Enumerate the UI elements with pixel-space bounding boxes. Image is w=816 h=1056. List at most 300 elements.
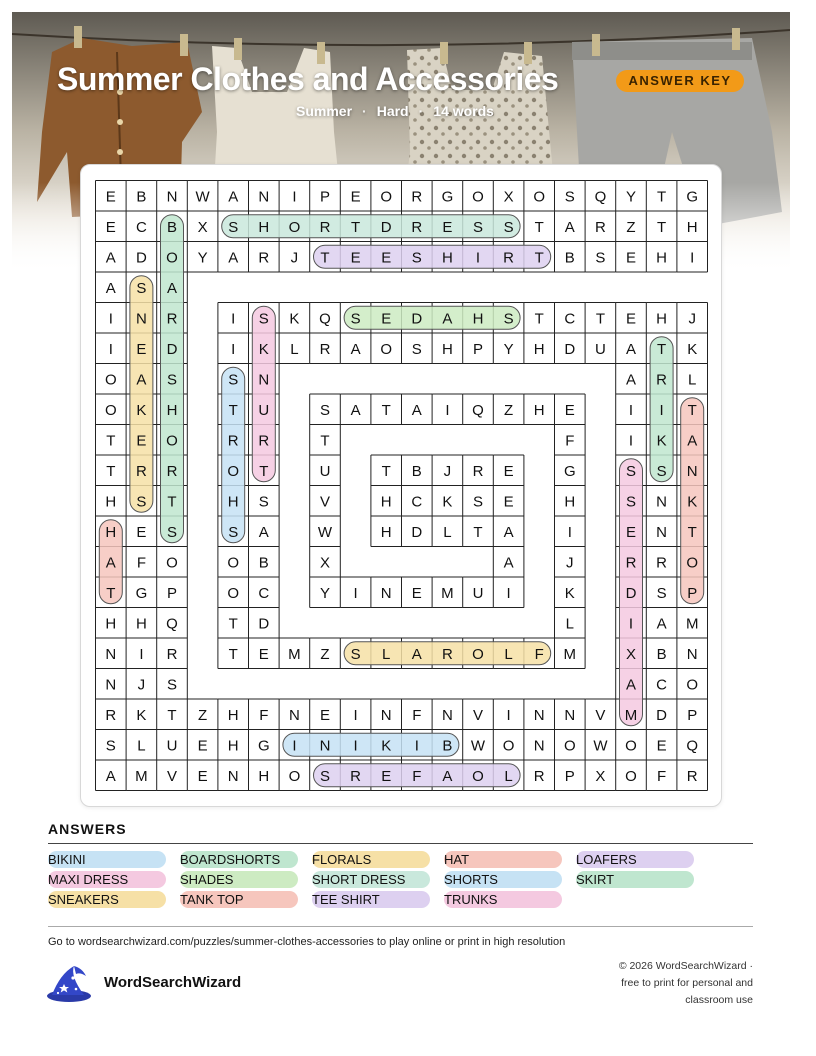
answer-word: FLORALS	[312, 851, 430, 868]
grid-letter: G	[441, 188, 454, 206]
grid-letter: W	[195, 188, 210, 206]
grid-letter: H	[533, 340, 545, 358]
grid-letter: F	[657, 767, 667, 785]
answer-word: TANK TOP	[180, 891, 298, 908]
grid-letter: H	[105, 615, 117, 633]
grid-letter: E	[350, 188, 361, 206]
grid-letter: H	[258, 767, 270, 785]
grid-letter: K	[687, 493, 698, 511]
grid-letter: Q	[319, 310, 331, 328]
grid-letter: H	[472, 310, 484, 328]
highlight-trunks	[252, 306, 275, 482]
grid-letter: R	[411, 188, 423, 206]
answers-list	[48, 851, 753, 915]
grid-letter: A	[105, 249, 116, 267]
grid-letter: I	[690, 249, 695, 267]
grid-letter: N	[166, 188, 178, 206]
grid-letter: I	[353, 584, 358, 602]
grid-letter: R	[441, 645, 453, 663]
answer-word: MAXI DRESS	[48, 871, 166, 888]
answer-key-badge: ANSWER KEY	[616, 70, 744, 92]
grid-letter: R	[135, 462, 147, 480]
grid-letter: S	[595, 249, 606, 267]
highlight-shades	[344, 306, 520, 329]
grid-letter: V	[166, 767, 178, 785]
grid-letter: O	[227, 584, 240, 602]
grid-letter: D	[166, 340, 178, 358]
grid-letter: V	[472, 706, 484, 724]
answer-word: LOAFERS	[576, 851, 694, 868]
grid-letter: R	[166, 310, 178, 328]
grid-letter: W	[317, 523, 333, 541]
grid-letter: S	[136, 493, 147, 511]
grid-letter: A	[411, 401, 422, 419]
grid-letter: N	[441, 706, 453, 724]
grid-letter: I	[108, 340, 113, 358]
grid-letter: S	[564, 188, 575, 206]
grid-letter: J	[290, 249, 299, 267]
grid-letter: L	[504, 645, 513, 663]
grid-letter: P	[166, 584, 178, 602]
grid-letter: Z	[626, 218, 636, 236]
grid-letter: O	[166, 554, 178, 572]
grid-letter: A	[564, 218, 575, 236]
grid-letter: R	[258, 432, 270, 450]
grid-letter: T	[657, 188, 667, 206]
grid-letter: O	[380, 188, 393, 206]
grid-letter: L	[443, 523, 452, 541]
grid-letter: N	[227, 767, 239, 785]
grid-letter: D	[656, 706, 668, 724]
grid-letter: J	[688, 310, 696, 328]
grid-letter: H	[441, 340, 453, 358]
grid-letter: K	[656, 432, 667, 450]
highlight-bikini	[283, 733, 459, 756]
answer-word: SKIRT	[576, 871, 694, 888]
grid-letter: G	[257, 737, 270, 755]
grid-letter: V	[595, 706, 606, 724]
grid-letter: R	[350, 767, 362, 785]
grid-letter: Y	[197, 249, 208, 267]
grid-letter: T	[167, 493, 177, 511]
grid-letter: S	[228, 523, 239, 541]
grid-letter: S	[503, 218, 514, 236]
grid-letter: N	[258, 188, 270, 206]
grid-letter: K	[564, 584, 575, 602]
grid-letter: Y	[319, 584, 331, 602]
grid-letter: N	[533, 706, 545, 724]
grid-letter: R	[656, 371, 668, 389]
grid-letter: I	[628, 401, 634, 419]
grid-letter: O	[380, 340, 393, 358]
grid-letter: S	[503, 310, 514, 328]
grid-letter: A	[442, 310, 453, 328]
grid-letter: I	[628, 432, 634, 450]
grid-letter: H	[227, 493, 239, 511]
grid-letter: S	[625, 493, 637, 511]
grid-letter: T	[534, 310, 544, 328]
grid-letter: K	[289, 310, 300, 328]
grid-letter: D	[135, 249, 147, 267]
highlight-teeshirt	[314, 245, 551, 268]
grid-letter: P	[687, 706, 698, 724]
grid-letter: I	[353, 706, 358, 724]
grid-letter: E	[503, 462, 514, 480]
grid-letter: E	[503, 493, 514, 511]
grid-letter: S	[228, 371, 239, 389]
grid-letter: B	[442, 737, 453, 755]
grid-letter: O	[472, 645, 484, 663]
answers-heading: ANSWERS	[48, 821, 127, 837]
grid-letter: X	[319, 554, 331, 572]
grid-letter: S	[350, 310, 361, 328]
grid-letter: S	[350, 645, 361, 663]
answer-word: BIKINI	[48, 851, 166, 868]
grid-letter: S	[166, 676, 178, 694]
grid-letter: O	[472, 188, 484, 206]
grid-letter: E	[564, 401, 575, 419]
highlight-shorts	[222, 367, 245, 543]
grid-letter: I	[445, 401, 450, 419]
grid-letter: H	[135, 615, 147, 633]
grid-letter: T	[167, 706, 177, 724]
grid-letter: H	[533, 401, 545, 419]
grid-letter: E	[105, 188, 116, 206]
grid-letter: T	[228, 615, 238, 633]
grid-letter: N	[319, 737, 331, 755]
grid-letter: O	[104, 401, 117, 419]
grid-letter: A	[136, 371, 147, 389]
grid-letter: K	[381, 737, 392, 755]
grid-letter: J	[137, 676, 146, 694]
grid-letter: S	[228, 218, 239, 236]
grid-letter: M	[563, 645, 577, 663]
grid-letter: K	[136, 401, 147, 419]
grid-letter: A	[625, 340, 637, 358]
grid-letter: F	[412, 767, 422, 785]
grid-letter: H	[656, 249, 668, 267]
grid-letter: O	[686, 554, 699, 572]
grid-letter: F	[412, 706, 422, 724]
grid-letter: L	[290, 340, 299, 358]
grid-letter: N	[656, 493, 668, 511]
grid-letter: O	[686, 676, 699, 694]
grid-letter: Z	[198, 706, 208, 724]
grid-letter: E	[625, 523, 637, 541]
grid-letter: E	[625, 249, 637, 267]
grid-letter: A	[166, 279, 178, 297]
copyright-text	[583, 958, 753, 1009]
grid-letter: S	[258, 310, 269, 328]
grid-letter: H	[166, 401, 178, 419]
grid-letter: T	[106, 462, 116, 480]
grid-letter: R	[166, 645, 178, 663]
grid-letter: A	[105, 767, 116, 785]
grid-letter: O	[104, 371, 117, 389]
grid-letter: N	[564, 706, 576, 724]
grid-letter: T	[259, 462, 269, 480]
grid-letter: K	[687, 340, 698, 358]
grid-letter: S	[472, 493, 484, 511]
grid-letter: E	[136, 523, 147, 541]
grid-letter: H	[105, 523, 117, 541]
grid-letter: I	[292, 737, 297, 755]
grid-letter: C	[656, 676, 668, 694]
page-title: Summer Clothes and Accessories	[57, 61, 559, 97]
grid-letter: A	[503, 554, 514, 572]
grid-letter: I	[353, 737, 358, 755]
grid-letter: J	[566, 554, 574, 572]
grid-letter: N	[656, 523, 668, 541]
grid-letter: M	[288, 645, 301, 663]
grid-letter: A	[656, 615, 667, 633]
grid-letter: I	[659, 401, 664, 419]
grid-letter: N	[380, 706, 392, 724]
grid-letter: R	[319, 218, 331, 236]
grid-letter: B	[411, 462, 422, 480]
puzzle-meta: Summer · Hard · 14 words	[296, 103, 494, 119]
grid-letter: N	[135, 310, 147, 328]
wizard-hat-icon	[46, 962, 92, 1004]
grid-letter: E	[105, 218, 116, 236]
grid-letter: N	[105, 645, 117, 663]
grid-letter: O	[166, 432, 178, 450]
grid-letter: O	[227, 462, 240, 480]
grid-letter: O	[533, 188, 546, 206]
grid-letter: E	[319, 706, 331, 724]
grid-letter: R	[319, 340, 331, 358]
grid-letter: W	[470, 737, 486, 755]
grid-letter: S	[319, 401, 331, 419]
grid-letter: R	[411, 218, 423, 236]
meta-difficulty: Hard	[376, 103, 409, 119]
grid-letter: S	[166, 523, 178, 541]
grid-letter: X	[625, 645, 637, 663]
footer-link-text[interactable]: Go to wordsearchwizard.com/puzzles/summer-clothes-accessories to play online or print in high resolution	[48, 936, 566, 948]
grid-letter: T	[534, 249, 544, 267]
grid-letter: R	[625, 554, 637, 572]
grid-letter: Q	[166, 615, 178, 633]
grid-letter: E	[258, 645, 269, 663]
grid-letter: B	[656, 645, 667, 663]
grid-letter: R	[166, 462, 178, 480]
grid-letter: T	[228, 401, 238, 419]
grid-letter: N	[533, 737, 545, 755]
grid-letter: A	[228, 188, 239, 206]
copyright-line: free to print for personal and	[621, 977, 753, 989]
grid-letter: M	[624, 706, 638, 724]
grid-letter: T	[657, 218, 667, 236]
meta-theme: Summer	[296, 103, 353, 119]
grid-letter: R	[533, 767, 545, 785]
grid-letter: D	[411, 310, 423, 328]
grid-letter: Q	[472, 401, 484, 419]
grid-letter: S	[411, 249, 422, 267]
meta-word-count: 14 words	[433, 103, 494, 119]
grid-letter: O	[166, 249, 178, 267]
grid-letter: S	[319, 767, 331, 785]
copyright-line: © 2026 WordSearchWizard ·	[618, 960, 753, 972]
grid-letter: B	[258, 554, 269, 572]
grid-letter: A	[625, 371, 637, 389]
grid-letter: T	[320, 249, 330, 267]
grid-letter: E	[442, 218, 453, 236]
grid-letter: N	[288, 706, 300, 724]
grid-letter: N	[258, 371, 270, 389]
grid-letter: L	[382, 645, 391, 663]
grid-letter: E	[381, 767, 392, 785]
grid-letter: R	[227, 432, 239, 450]
grid-letter: I	[506, 706, 511, 724]
grid-letter: H	[380, 523, 392, 541]
grid-letter: O	[625, 737, 637, 755]
grid-letter: R	[258, 249, 270, 267]
grid-letter: T	[534, 218, 544, 236]
grid-letter: Y	[503, 340, 514, 358]
grid-letter: R	[594, 218, 606, 236]
grid-letter: Z	[504, 401, 514, 419]
grid-letter: S	[105, 737, 116, 755]
grid-letter: Y	[625, 188, 637, 206]
divider	[48, 843, 753, 844]
answer-word: SNEAKERS	[48, 891, 166, 908]
grid-letter: H	[686, 218, 698, 236]
grid-letter: H	[227, 737, 239, 755]
grid-letter: A	[258, 523, 269, 541]
grid-letter: T	[595, 310, 605, 328]
grid-letter: N	[686, 645, 698, 663]
grid-letter: I	[628, 615, 634, 633]
grid-letter: R	[472, 462, 484, 480]
grid-letter: T	[381, 462, 391, 480]
grid-letter: H	[258, 218, 270, 236]
grid-letter: A	[105, 554, 116, 572]
grid-letter: C	[258, 584, 270, 602]
grid-letter: W	[593, 737, 608, 755]
answer-word: TRUNKS	[444, 891, 562, 908]
grid-letter: V	[319, 493, 331, 511]
grid-letter: A	[442, 767, 453, 785]
grid-letter: P	[319, 188, 331, 206]
grid-letter: L	[565, 615, 574, 633]
grid-letter: Q	[594, 188, 607, 206]
grid-letter: R	[105, 706, 117, 724]
grid-letter: T	[687, 401, 697, 419]
grid-letter: A	[350, 401, 361, 419]
grid-letter: P	[564, 767, 575, 785]
grid-letter: H	[441, 249, 453, 267]
grid-letter: D	[625, 584, 637, 602]
grid-letter: P	[472, 340, 484, 358]
grid-letter: S	[166, 371, 178, 389]
answer-word: SHADES	[180, 871, 298, 888]
answer-word: HAT	[444, 851, 562, 868]
grid-letter: U	[594, 340, 606, 358]
grid-letter: S	[625, 462, 637, 480]
grid-letter: D	[380, 218, 392, 236]
grid-letter: P	[687, 584, 698, 602]
grid-letter: C	[411, 493, 423, 511]
grid-letter: L	[688, 371, 697, 389]
grid-letter: R	[503, 249, 515, 267]
grid-letter: O	[288, 218, 301, 236]
grid-letter: A	[105, 279, 116, 297]
grid-letter: X	[503, 188, 514, 206]
grid-letter: C	[135, 218, 147, 236]
grid-letter: I	[292, 188, 297, 206]
grid-letter: Z	[320, 645, 330, 663]
grid-letter: T	[320, 432, 330, 450]
grid-letter: G	[135, 584, 148, 602]
grid-letter: A	[687, 432, 698, 450]
grid-letter: D	[564, 340, 576, 358]
divider	[48, 926, 753, 927]
grid-letter: D	[411, 523, 423, 541]
grid-letter: A	[411, 645, 422, 663]
grid-letter: H	[105, 493, 117, 511]
grid-letter: O	[563, 737, 576, 755]
grid-letter: B	[136, 188, 147, 206]
grid-letter: U	[319, 462, 331, 480]
grid-letter: K	[442, 493, 453, 511]
grid-letter: S	[472, 218, 484, 236]
grid-letter: G	[563, 462, 576, 480]
grid-letter: U	[258, 401, 270, 419]
grid-letter: B	[166, 218, 178, 236]
grid-letter: A	[350, 340, 361, 358]
grid-letter: E	[136, 340, 147, 358]
grid-letter: C	[564, 310, 576, 328]
grid-letter: N	[686, 462, 698, 480]
grid-letter: I	[475, 249, 481, 267]
grid-letter: U	[472, 584, 484, 602]
grid-letter: E	[197, 767, 208, 785]
grid-letter: X	[595, 767, 606, 785]
grid-letter: M	[135, 767, 148, 785]
grid-letter: E	[656, 737, 667, 755]
grid-letter: N	[105, 676, 117, 694]
grid-letter: I	[414, 737, 419, 755]
grid-letter: B	[564, 249, 575, 267]
grid-letter: O	[472, 767, 484, 785]
grid-letter: H	[564, 493, 576, 511]
grid-letter: A	[503, 523, 514, 541]
grid-letter: G	[686, 188, 699, 206]
grid-letter: E	[381, 249, 392, 267]
grid-letter: T	[228, 645, 238, 663]
grid-letter: T	[106, 432, 116, 450]
grid-letter: H	[227, 706, 239, 724]
grid-letter: T	[106, 584, 116, 602]
grid-letter: T	[687, 523, 697, 541]
grid-letter: A	[625, 676, 637, 694]
grid-letter: E	[350, 249, 361, 267]
grid-letter: F	[534, 645, 544, 663]
grid-letter: S	[136, 279, 147, 297]
grid-letter: I	[567, 523, 572, 541]
grid-letter: I	[231, 340, 236, 358]
grid-letter: T	[473, 523, 483, 541]
answer-word: TEE SHIRT	[312, 891, 430, 908]
grid-letter: E	[381, 310, 392, 328]
grid-letter: I	[506, 584, 511, 602]
grid-letter: E	[411, 584, 422, 602]
brand-name: WordSearchWizard	[104, 974, 242, 991]
grid-letter: A	[228, 249, 239, 267]
answer-word: SHORTS	[444, 871, 562, 888]
grid-letter: O	[625, 767, 637, 785]
grid-letter: O	[502, 737, 515, 755]
